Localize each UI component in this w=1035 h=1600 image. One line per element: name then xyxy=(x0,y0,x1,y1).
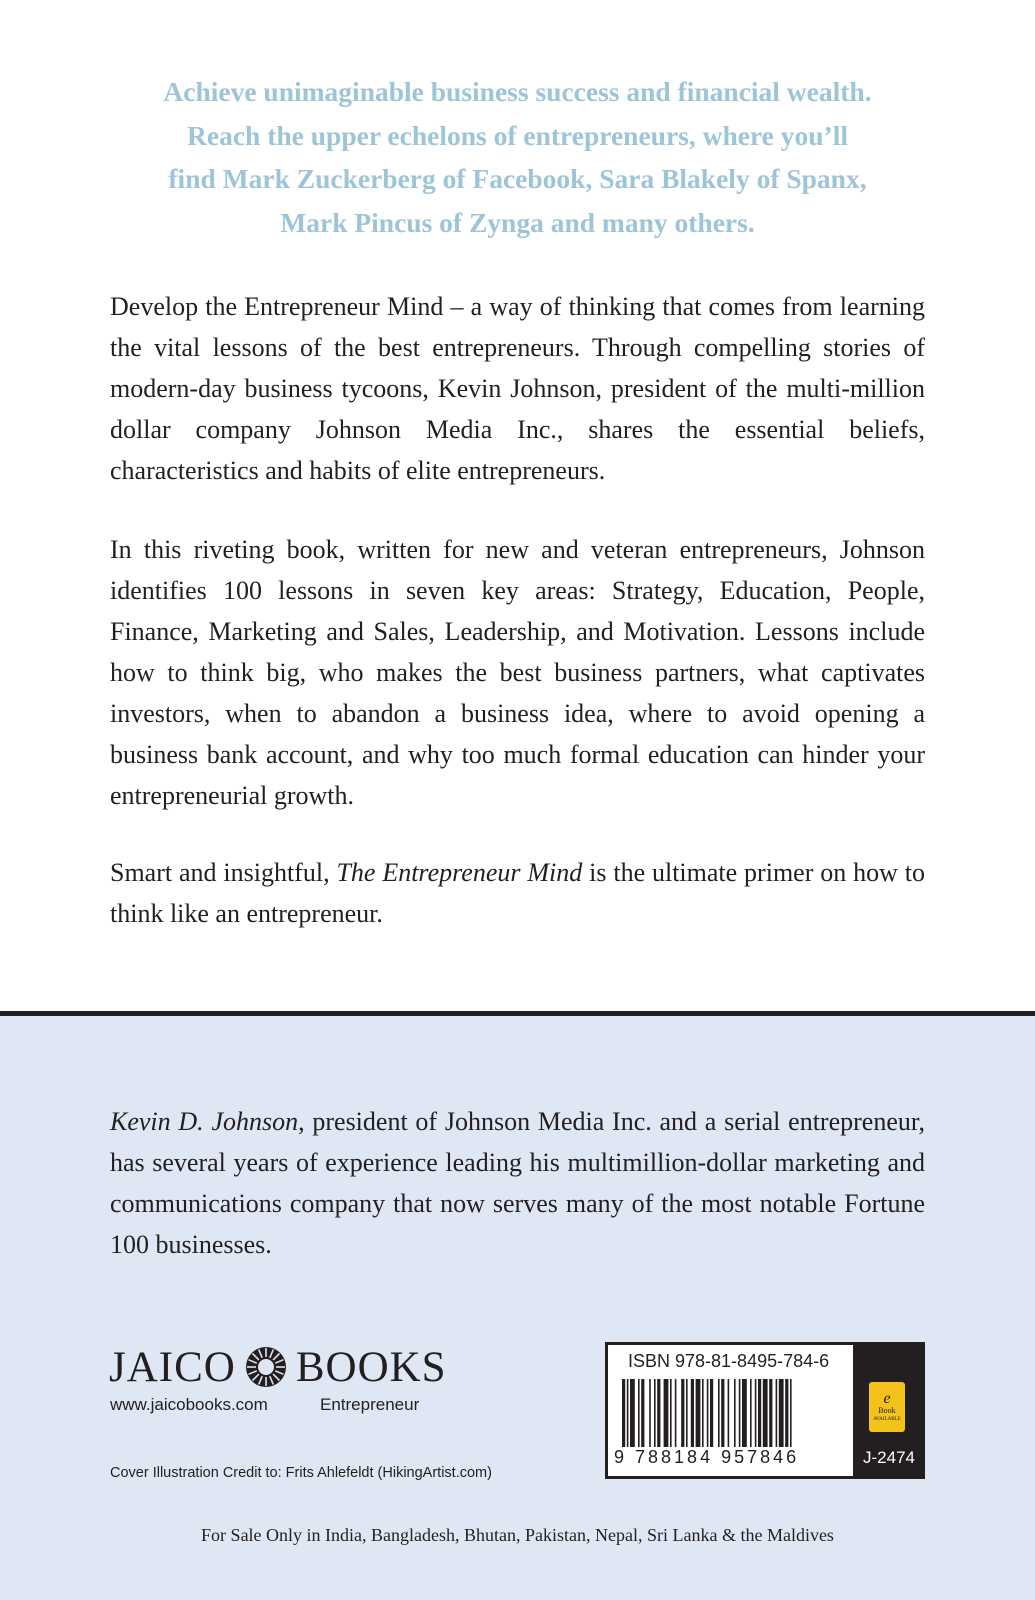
barcode-stripe xyxy=(654,1379,656,1447)
barcode-stripe xyxy=(649,1379,651,1447)
publisher-name-right: BOOKS xyxy=(295,1343,447,1391)
ebook-word: Book xyxy=(878,1405,896,1415)
tagline xyxy=(100,70,935,244)
description-paragraph-2: In this riveting book, written for new and veteran entrepreneurs, Johnson identifies 100 lessons in seven key areas: Strategy, Education, People, Finance, Marketing and Sales, Leadership, and Motivation. Lessons include how to think big, who makes the best business partners, what captivates investors, when to abandon a business idea, where to avoid opening a business bank account, and why too much formal education can hinder your entrepreneurial growth. xyxy=(110,535,925,810)
product-code: J-2474 xyxy=(863,1448,915,1467)
barcode-stripe xyxy=(702,1379,704,1447)
barcode-bars xyxy=(622,1379,840,1447)
cover-credit: Cover Illustration Credit to: Frits Ahlefeldt (HikingArtist.com) xyxy=(110,1465,492,1481)
barcode-stripe xyxy=(686,1379,688,1447)
author-name: Kevin D. Johnson xyxy=(110,1107,299,1136)
barcode-stripe xyxy=(763,1379,768,1447)
barcode-stripe xyxy=(742,1379,747,1447)
tagline-line: find Mark Zuckerberg of Facebook, Sara Blakely of Spanx, xyxy=(168,163,867,194)
barcode-stripe xyxy=(691,1379,694,1447)
barcode-stripe xyxy=(627,1379,629,1447)
book-category: Entrepreneur xyxy=(320,1395,420,1414)
ebook-available-badge xyxy=(869,1382,905,1432)
description-paragraph-1: Develop the Entrepreneur Mind – a way of thinking that comes from learning the vital lessons of the best entrepreneurs. Through compelling stories of modern-day business tycoons, Kevin Johnson, president of the multi-million dollar company Johnson Media Inc., shares the essential beliefs, characteristics and habits of elite entrepreneurs. xyxy=(110,292,925,485)
barcode-stripe xyxy=(707,1379,709,1447)
paragraph-3-end: is the ultimate primer on how to think like an entrepreneur. xyxy=(110,858,925,928)
barcode-stripe xyxy=(758,1379,761,1447)
barcode-stripe xyxy=(675,1379,677,1447)
ebook-letter: e xyxy=(883,1389,891,1407)
ebook-available: AVAILABLE xyxy=(873,1416,901,1422)
paragraph-3-start: Smart and insightful, xyxy=(110,858,337,887)
isbn-label: ISBN 978-81-8495-784-6 xyxy=(628,1351,830,1371)
barcode-stripe xyxy=(779,1379,784,1447)
barcode-panel xyxy=(608,1345,853,1476)
barcode-stripe xyxy=(696,1379,701,1447)
description-paragraph-3 xyxy=(110,852,925,934)
barcode-stripe xyxy=(718,1379,720,1447)
barcode-stripe xyxy=(670,1379,672,1447)
tagline-line: Mark Pincus of Zynga and many others. xyxy=(280,206,755,238)
barcode-stripe xyxy=(657,1379,660,1447)
barcode-stripe xyxy=(664,1379,669,1447)
publisher-website: www.jaicobooks.com xyxy=(110,1395,268,1414)
barcode-stripe xyxy=(638,1379,640,1447)
barcode-stripe xyxy=(785,1379,788,1447)
sale-notice: For Sale Only in India, Bangladesh, Bhutan, Pakistan, Nepal, Sri Lanka & the Maldives xyxy=(201,1525,834,1545)
barcode-stripe xyxy=(769,1379,772,1447)
tagline-line: Achieve unimaginable business success and financial wealth. xyxy=(163,76,872,107)
barcode-stripe xyxy=(630,1379,635,1447)
publisher-name-left: JAICO xyxy=(109,1343,236,1391)
barcode-stripe xyxy=(734,1379,736,1447)
barcode-stripe xyxy=(710,1379,713,1447)
barcode-stripe xyxy=(790,1379,792,1447)
book-title: The Entrepreneur Mind xyxy=(336,858,583,887)
barcode-stripe xyxy=(728,1379,730,1447)
barcode-stripe xyxy=(776,1379,778,1447)
author-bio-text: , president of Johnson Media Inc. and a serial entrepreneur, has several years of experience leading his multimillion-dollar marketing and communications company that now serves many of the most notable Fortune 100 businesses. xyxy=(110,1107,925,1259)
author-bio xyxy=(110,1101,925,1265)
sun-emblem-icon xyxy=(244,1345,288,1389)
barcode-stripe xyxy=(641,1379,644,1447)
barcode-stripe xyxy=(755,1379,757,1447)
barcode-digits: 9 788184 957846 xyxy=(614,1447,800,1467)
barcode-stripe xyxy=(750,1379,752,1447)
barcode-stripe xyxy=(721,1379,724,1447)
barcode-stripe xyxy=(739,1379,741,1447)
publisher-logo xyxy=(109,1343,447,1391)
tagline-line: Reach the upper echelons of entrepreneurs, where you’ll xyxy=(187,119,848,151)
barcode-stripe xyxy=(681,1379,684,1447)
barcode-stripe xyxy=(622,1379,625,1447)
barcode-box xyxy=(605,1342,925,1479)
